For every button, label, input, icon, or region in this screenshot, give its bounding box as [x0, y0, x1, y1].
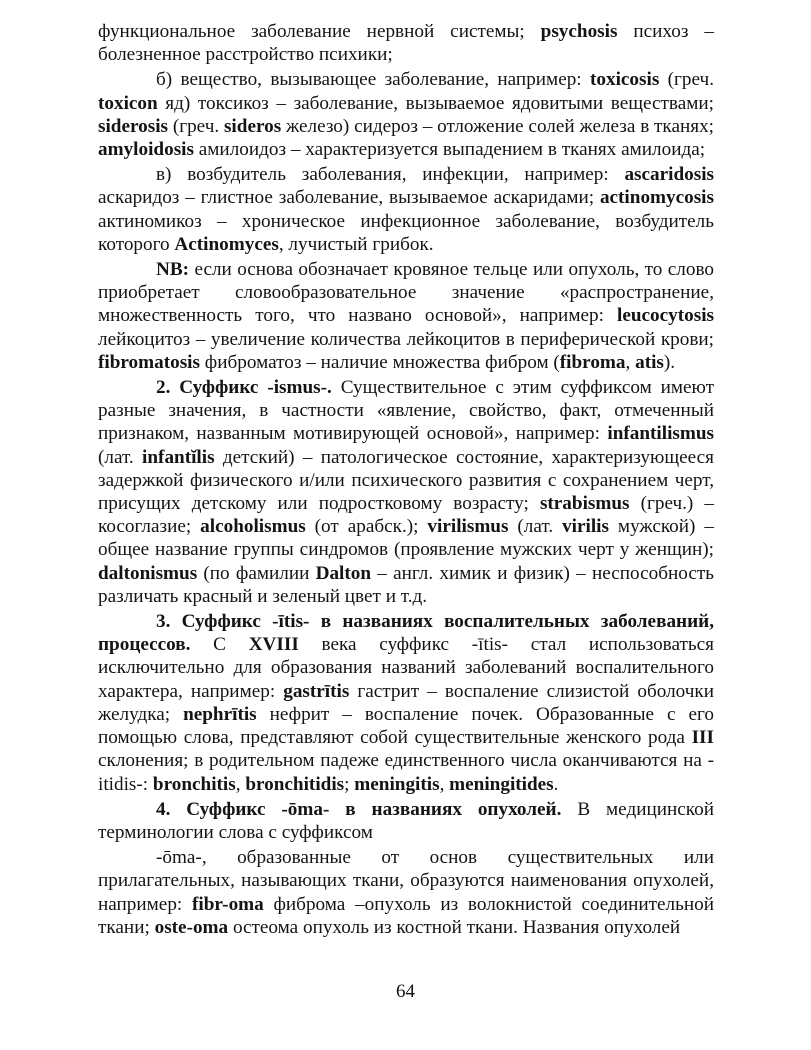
text-run: (греч. [659, 69, 714, 91]
document-body [98, 20, 714, 939]
bold-term: strabismus [539, 493, 630, 515]
paragraph [98, 846, 714, 939]
text-run: функциональное заболевание нервной системы; [98, 21, 541, 42]
bold-term: gastrītis [283, 680, 350, 702]
text-run: века суффикс -ītis- стал использоваться исключительно для образования названий заболеваний воспалительного характера, например: [98, 634, 714, 702]
text-run: , [235, 773, 246, 795]
text-run: ). [663, 351, 676, 373]
text-run: железо) сидероз – отложение солей железа в тканях; [281, 115, 715, 137]
text-run: (греч.) – косоглазие; [98, 493, 715, 538]
text-run: ; [344, 773, 355, 795]
text-run: , [625, 351, 636, 373]
bold-term: virilismus [427, 516, 509, 538]
text-run: фиброма –опухоль из волокнистой соединительной ткани; [98, 893, 714, 938]
bold-term: bronchitis [152, 773, 236, 795]
text-run: мужской) – общее название группы синдромов (проявление мужских черт у женщин); [98, 516, 714, 561]
bold-term: bronchitidis [245, 773, 345, 795]
paragraph [98, 68, 714, 161]
bold-term: toxicon [98, 92, 158, 114]
paragraph [98, 610, 714, 796]
bold-term: sideros [223, 115, 282, 137]
text-run: аскаридоз – глистное заболевание, вызываемое аскаридами; [98, 187, 600, 209]
text-run: фиброматоз – наличие множества фибром ( [199, 351, 560, 373]
text-run: если основа обозначает кровяное тельце или опухоль, то слово приобретает словообразовательное значение «распространение, множественность того, что названо основой», например: [98, 259, 714, 327]
bold-term: meningitis [354, 773, 440, 795]
bold-term: 2. Суффикс -ismus-. [156, 377, 332, 399]
paragraph [98, 798, 714, 844]
page-number: 64 [396, 981, 415, 1002]
text-run: склонения; в родительном падеже единственного числа оканчиваются на -itidis-: [98, 750, 714, 795]
bold-term: nephrītis [183, 703, 257, 725]
bold-term: leucocytosis [617, 305, 714, 327]
text-run: нефрит – воспаление почек. Образованные с его помощью слова, представляют собой существительные женского рода [98, 703, 714, 749]
bold-term: fibroma [559, 351, 626, 373]
text-run: (по фамилии [197, 562, 316, 584]
bold-term: daltonismus [98, 562, 198, 584]
bold-term: oste-oma [154, 916, 229, 938]
bold-term: infantilismus [607, 423, 714, 445]
text-run: -ōma-, образованные от основ существительных или прилагательных, называющих ткани, образуются наименования опухолей, например: [98, 847, 714, 915]
bold-term: alcoholismus [200, 516, 306, 538]
bold-term: psychosis [540, 21, 618, 42]
text-run: Существительное с этим суффиксом имеют разные значения, в частности «явление, свойство, факт, отмеченный признаком, названным мотивирующей основой», например: [98, 377, 714, 445]
text-run: , [439, 773, 450, 795]
text-run: психоз – болезненное расстройство психики; [98, 21, 714, 66]
bold-term: XVIII [248, 634, 299, 656]
text-run: актиномикоз – хроническое инфекционное заболевание, возбудитель которого [98, 210, 714, 255]
text-run: яд) токсикоз – заболевание, вызываемое ядовитыми веществами; [157, 92, 714, 114]
bold-term: amyloidosis [98, 139, 194, 161]
text-run: (греч. [168, 115, 224, 137]
text-run: , лучистый грибок. [278, 233, 434, 255]
bold-term: actinomycosis [599, 187, 714, 209]
bold-term: III [691, 727, 714, 749]
bold-term: ascaridosis [624, 164, 714, 186]
bold-term: siderosis [98, 115, 169, 137]
text-run: б) вещество, вызывающее заболевание, например: [156, 69, 590, 91]
text-run: В медицинской терминологии слова с суффиксом [98, 798, 714, 843]
bold-term: NB: [156, 259, 190, 281]
bold-term: toxicosis [590, 69, 660, 91]
bold-term: meningitides [449, 773, 554, 795]
bold-term: infantĭlis [142, 446, 215, 468]
paragraph [98, 258, 714, 374]
bold-term: Actinomyces [174, 233, 279, 255]
text-run: (от арабск.); [305, 516, 428, 538]
text-run: в) возбудитель заболевания, инфекции, например: [156, 164, 625, 186]
text-run: гастрит – воспаление слизистой оболочки желудка; [98, 680, 714, 725]
text-run: С [190, 634, 249, 656]
bold-term: fibromatosis [98, 351, 200, 373]
text-run: (лат. [98, 446, 143, 468]
text-run: детский) – патологическое состояние, характеризующееся задержкой физического и/или психического развития с сохранением черт, присущих детскому или подростковому возрасту; [98, 446, 714, 515]
paragraph [98, 376, 714, 608]
bold-term: virilis [562, 516, 609, 538]
text-run: амилоидоз – характеризуется выпадением в тканях амилоида; [193, 139, 706, 161]
text-run: остеома опухоль из костной ткани. Названия опухолей [228, 916, 681, 938]
bold-term: 4. Суффикс -ōma- в названиях опухолей. [156, 798, 562, 820]
text-run: лейкоцитоз – увеличение количества лейкоцитов в периферической крови; [98, 328, 714, 350]
text-run: . [553, 773, 559, 795]
text-run: – англ. химик и физик) – неспособность различать красный и зеленый цвет и т.д. [98, 562, 714, 607]
bold-term: fibr-oma [191, 893, 264, 915]
bold-term: 3. Суффикс -ītis- в названиях воспалительных заболеваний, процессов. [98, 611, 714, 656]
paragraph [98, 20, 714, 66]
bold-term: atis [635, 351, 664, 373]
paragraph [98, 163, 714, 256]
bold-term: Dalton [315, 562, 372, 584]
text-run: (лат. [508, 516, 563, 538]
